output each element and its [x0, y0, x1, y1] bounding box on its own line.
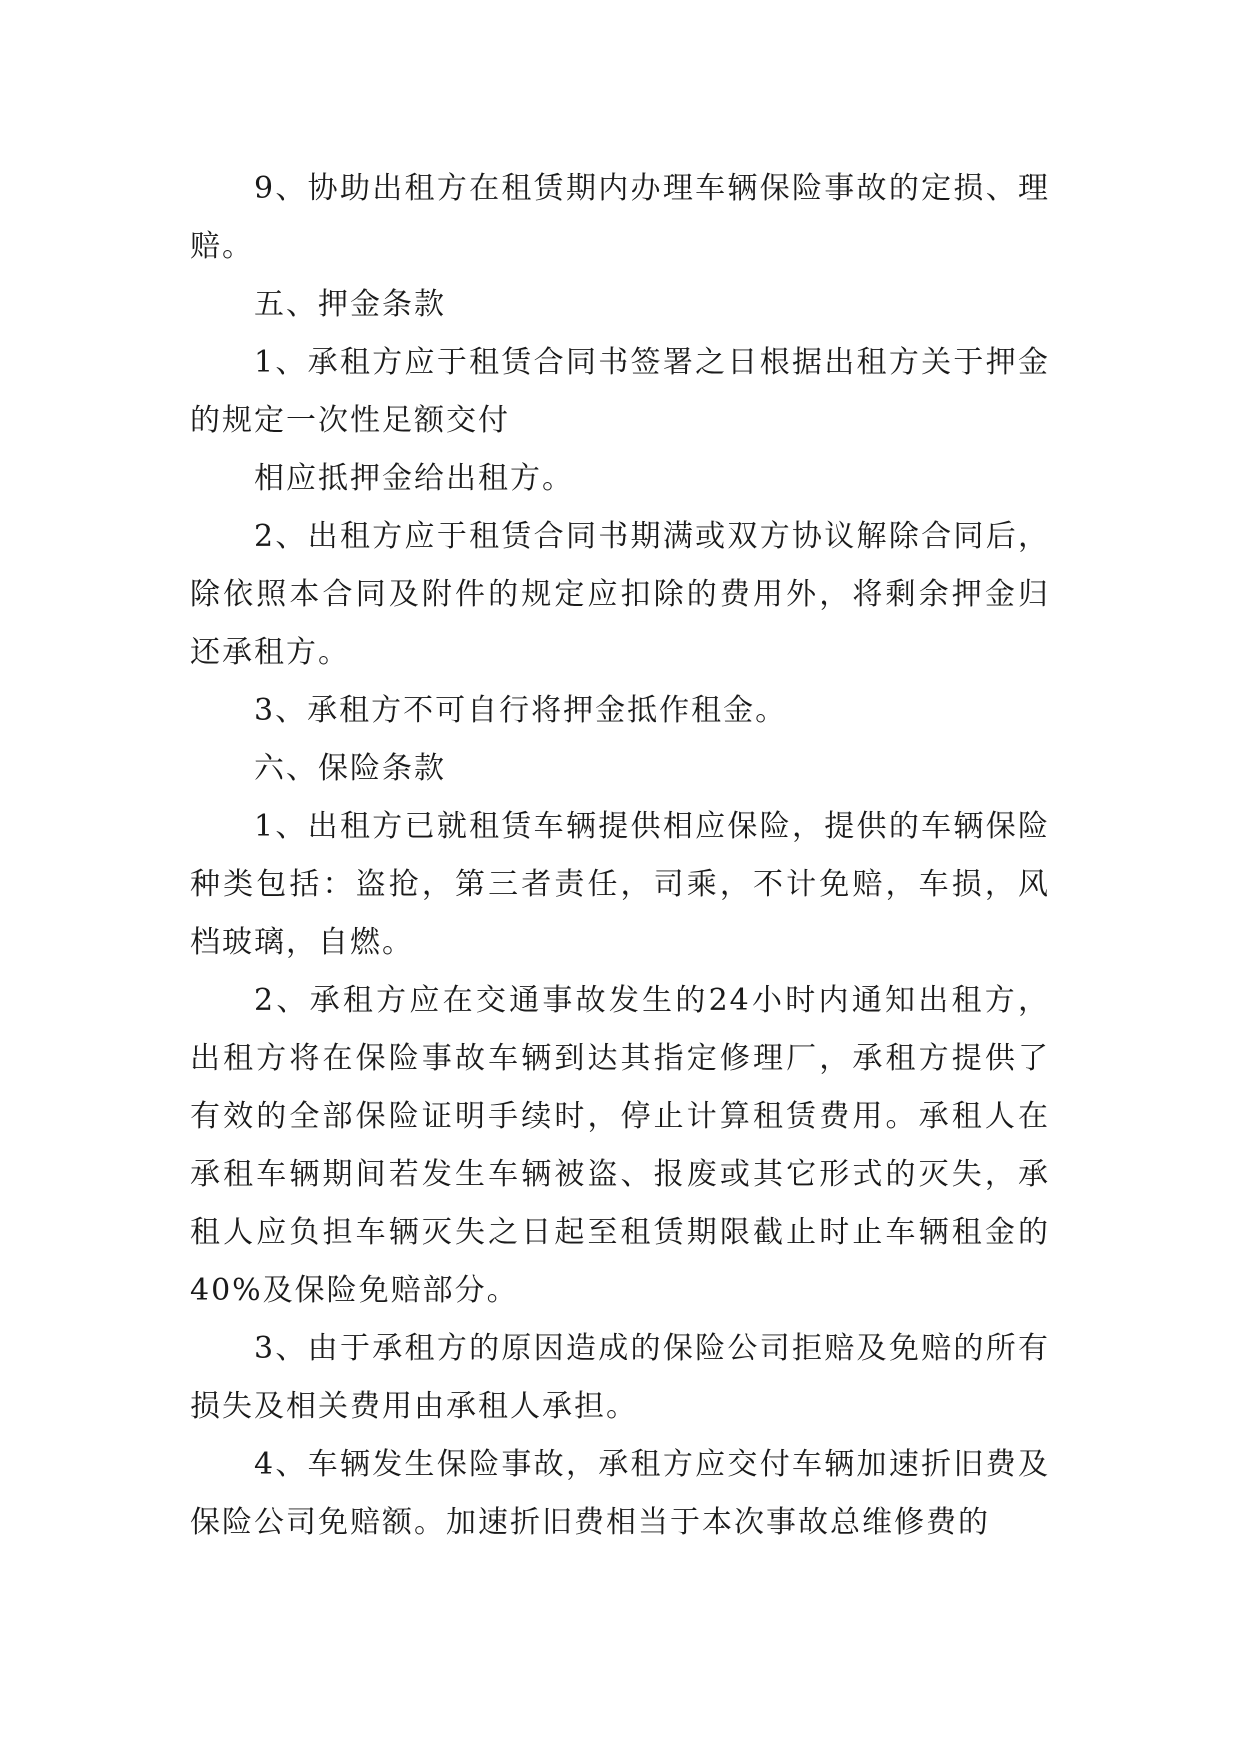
paragraph-insurance-1: 1、出租方已就租赁车辆提供相应保险，提供的车辆保险种类包括：盗抢，第三者责任，司乘，不计免赔，车损，风档玻璃，自燃。: [190, 809, 1050, 960]
paragraph-deposit-1: 1、承租方应于租赁合同书签署之日根据出租方关于押金的规定一次性足额交付: [190, 345, 1050, 438]
paragraph-insurance-4: 4、车辆发生保险事故，承租方应交付车辆加速折旧费及保险公司免赔额。加速折旧费相当于本次事故总维修费的: [190, 1447, 1050, 1540]
paragraph-deposit-1-continued: 相应抵押金给出租方。: [254, 461, 574, 496]
section-heading-insurance: 六、保险条款: [254, 751, 446, 786]
paragraph-insurance-2: 2、承租方应在交通事故发生的24小时内通知出租方，出租方将在保险事故车辆到达其指定修理厂，承租方提供了有效的全部保险证明手续时，停止计算租赁费用。承租人在承租车辆期间若发生车辆被盗、报废或其它形式的灭失，承租人应负担车辆灭失之日起至租赁期限截止时止车辆租金的40%及保险免赔部分。: [190, 983, 1050, 1308]
paragraph-deposit-3: 3、承租方不可自行将押金抵作租金。: [254, 693, 788, 728]
paragraph-item-9: 9、协助出租方在租赁期内办理车辆保险事故的定损、理赔。: [190, 171, 1050, 264]
paragraph-insurance-3: 3、由于承租方的原因造成的保险公司拒赔及免赔的所有损失及相关费用由承租人承担。: [190, 1331, 1050, 1424]
paragraph-deposit-2: 2、出租方应于租赁合同书期满或双方协议解除合同后，除依照本合同及附件的规定应扣除的费用外，将剩余押金归还承租方。: [190, 519, 1050, 670]
section-heading-deposit: 五、押金条款: [254, 287, 446, 322]
document-body: [190, 160, 1050, 1552]
